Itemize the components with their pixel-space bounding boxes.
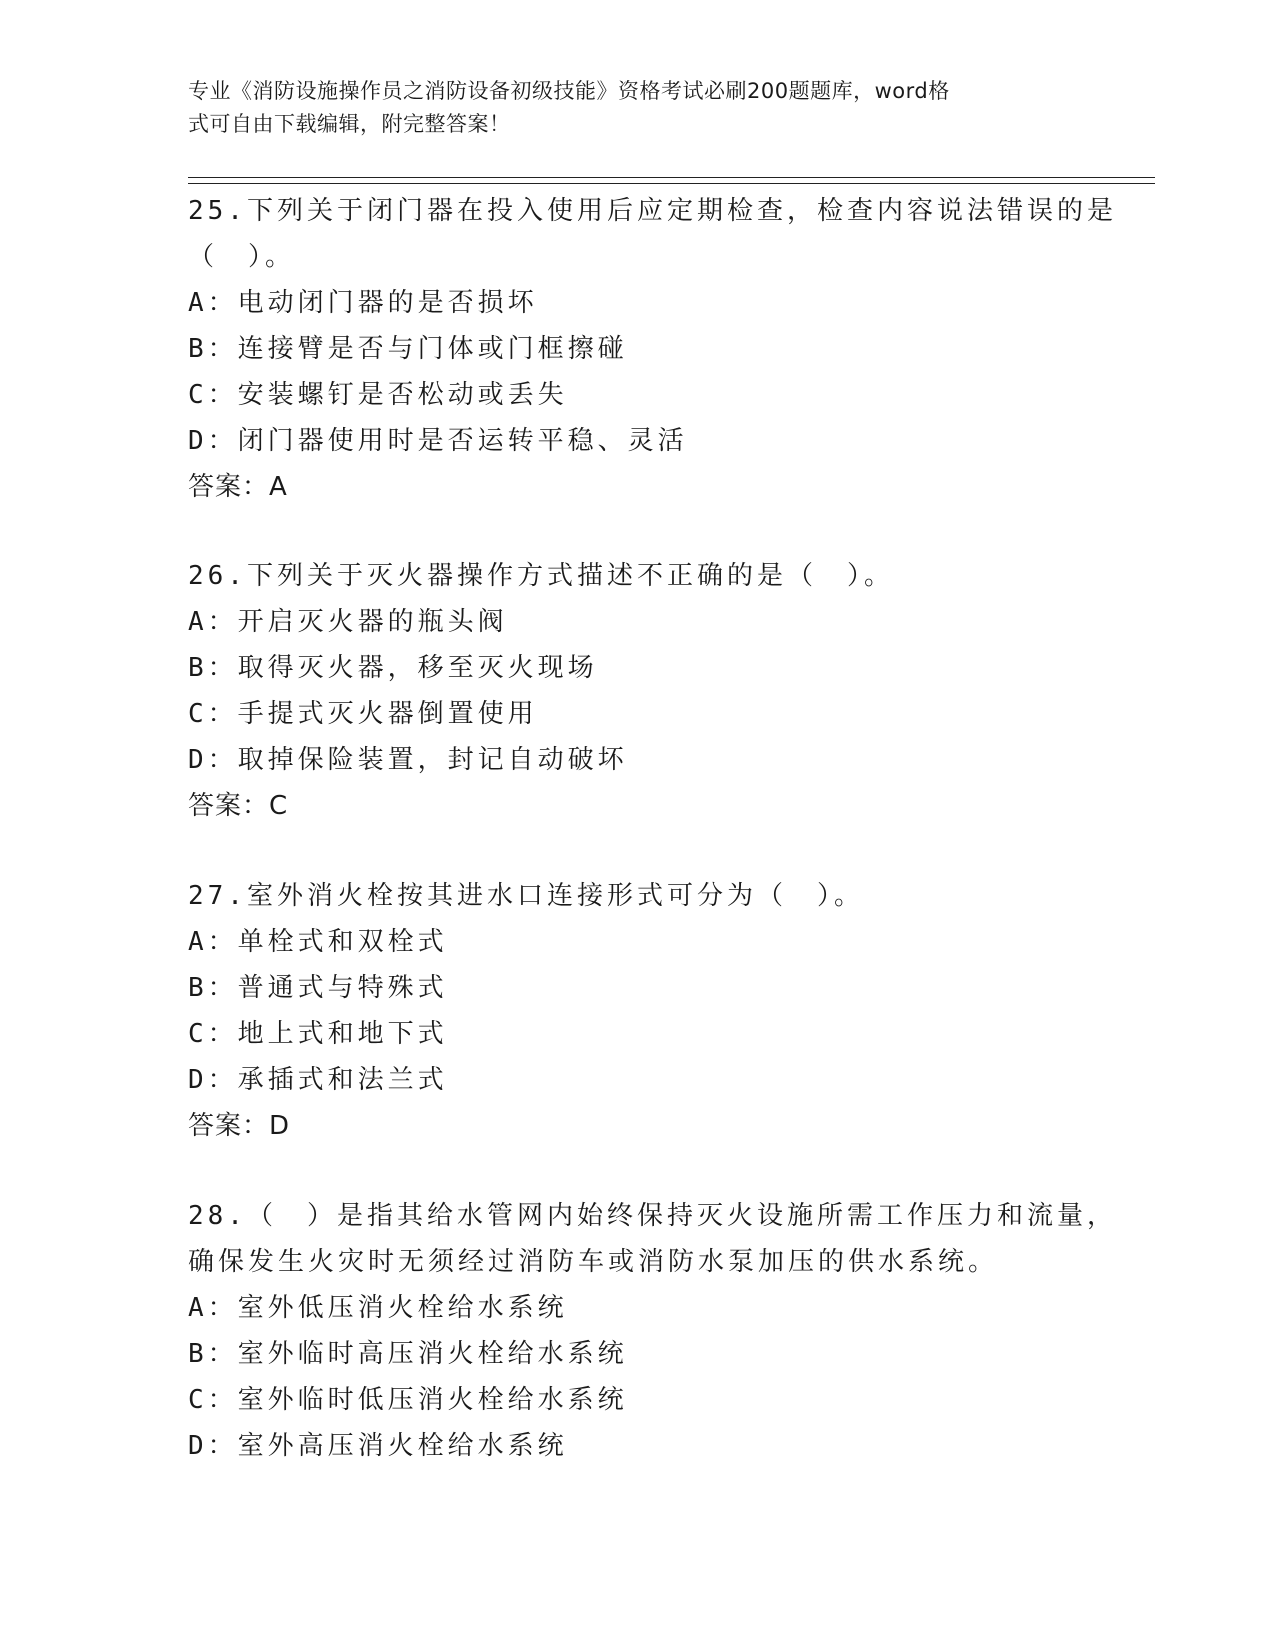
question-25 xyxy=(188,188,1117,510)
option-b: B：连接臂是否与门体或门框擦碰 xyxy=(188,334,628,364)
option-a: A：开启灭火器的瓶头阀 xyxy=(188,607,508,637)
option-b: B：取得灭火器，移至灭火现场 xyxy=(188,653,598,683)
question-stem: 25.下列关于闭门器在投入使用后应定期检查，检查内容说法错误的是 xyxy=(188,196,1117,226)
option-b: B：室外临时高压消火栓给水系统 xyxy=(188,1339,628,1369)
question-stem: 28.（ ）是指其给水管网内始终保持灭火设施所需工作压力和流量， xyxy=(188,1201,1117,1231)
option-d: D：承插式和法兰式 xyxy=(188,1065,448,1095)
question-28 xyxy=(188,1193,1117,1469)
option-c: C：安装螺钉是否松动或丢失 xyxy=(188,380,568,410)
option-b: B：普通式与特殊式 xyxy=(188,973,448,1003)
question-27 xyxy=(188,873,1088,1149)
option-a: A：电动闭门器的是否损坏 xyxy=(188,288,538,318)
option-d: D：室外高压消火栓给水系统 xyxy=(188,1431,568,1461)
option-a: A：单栓式和双栓式 xyxy=(188,927,448,957)
answer: 答案：C xyxy=(188,791,289,821)
header-line-2: 式可自由下载编辑，附完整答案！ xyxy=(188,112,511,136)
document-header xyxy=(188,75,1088,141)
question-stem: 26.下列关于灭火器操作方式描述不正确的是（ ）。 xyxy=(188,561,894,591)
header-line-1: 专业《消防设施操作员之消防设备初级技能》资格考试必刷200题题库，word格 xyxy=(188,79,950,103)
question-26 xyxy=(188,553,1088,829)
question-stem: （ ）。 xyxy=(188,242,296,272)
answer: 答案：A xyxy=(188,472,288,502)
question-stem: 27.室外消火栓按其进水口连接形式可分为（ ）。 xyxy=(188,881,864,911)
header-divider-bottom xyxy=(188,183,1155,184)
option-a: A：室外低压消火栓给水系统 xyxy=(188,1293,568,1323)
option-c: C：地上式和地下式 xyxy=(188,1019,448,1049)
option-c: C：手提式灭火器倒置使用 xyxy=(188,699,538,729)
option-d: D：闭门器使用时是否运转平稳、灵活 xyxy=(188,426,688,456)
option-c: C：室外临时低压消火栓给水系统 xyxy=(188,1385,628,1415)
question-stem: 确保发生火灾时无须经过消防车或消防水泵加压的供水系统。 xyxy=(188,1247,999,1277)
header-divider-top xyxy=(188,177,1155,178)
option-d: D：取掉保险装置，封记自动破坏 xyxy=(188,745,628,775)
answer: 答案：D xyxy=(188,1111,291,1141)
